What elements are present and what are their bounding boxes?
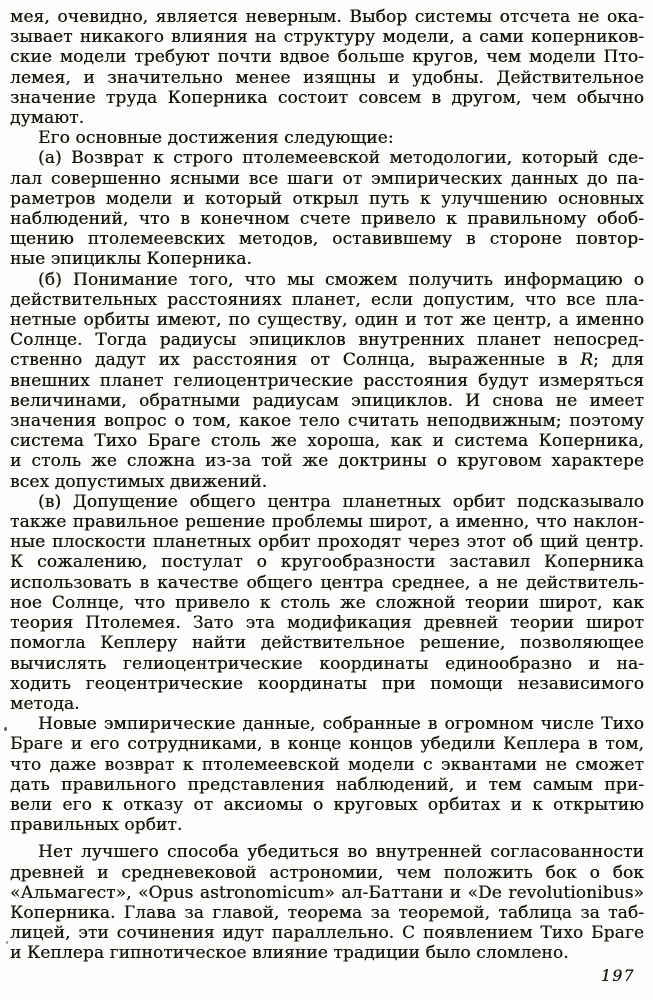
- text-line: зывает никакого влияния на структуру модели, а сами коперников-: [10, 27, 644, 48]
- text-line: вели его к отказу от аксиомы о круговых орбитах и к открытию: [10, 794, 644, 815]
- text-line: ное Солнце, что привело к столь же сложной теории широт, как: [10, 592, 644, 613]
- text-line: значение труда Коперника состоит совсем в другом, чем обычно: [10, 87, 644, 108]
- text-segment: ственно дадут их расстояния от Солнца, выраженные в: [10, 350, 581, 371]
- text-line: ские модели требуют почти вдвое больше кругов, чем модели Пто-: [10, 47, 644, 68]
- text-line: дать правильного представления наблюдений, и тем самым при-: [10, 774, 644, 795]
- text-line: К сожалению, постулат о кругообразности заставил Коперника: [10, 552, 644, 573]
- text-line: действительных расстояниях планет, если допустим, что все пла-: [10, 289, 644, 310]
- scan-speck: [6, 941, 8, 944]
- paragraph: [10, 7, 644, 128]
- text-line: наблюдений, что в конечном счете привело к правильному обоб-: [10, 209, 644, 230]
- text-line: щению птолемеевских методов, оставившему в стороне повтор-: [10, 229, 644, 250]
- text-line: раметров модели и который открыл путь к улучшению основных: [10, 188, 644, 209]
- text-line: древней и средневековой астрономии, чем положить бок о бок: [10, 862, 644, 883]
- math-symbol-R: R: [580, 350, 594, 371]
- text-line: нетные орбиты имеют, по существу, один и тот же центр, а именно: [10, 310, 644, 331]
- text-line: значения вопрос о том, какое тело считать неподвижным; поэтому: [10, 411, 644, 432]
- text-line: «Альмагест», «Opus astronomicum» ал-Баттани и «De revolutionibus»: [10, 882, 644, 903]
- text-line: думают.: [10, 108, 85, 129]
- paragraph: [10, 714, 644, 835]
- paragraph: [10, 492, 644, 714]
- text-segment: ; для: [593, 350, 644, 371]
- paragraph: [10, 128, 644, 148]
- text-line: ные эпициклы Коперника.: [10, 249, 252, 270]
- paragraph: [10, 842, 644, 963]
- text-line: теория Птолемея. Зато эта модификация древней теории широт: [10, 613, 644, 634]
- text-line: (б) Понимание того, что мы сможем получить информацию о: [38, 269, 644, 290]
- paragraph: [10, 148, 644, 269]
- scan-speck: [4, 727, 7, 731]
- text-line: помогла Кеплеру найти действительное решение, позволяющее: [10, 633, 644, 654]
- text-line: вычислять гелиоцентрические координаты единообразно и на-: [10, 653, 644, 674]
- text-line: Коперника. Глава за главой, теорема за теоремой, таблица за таб-: [10, 902, 644, 923]
- text-line: и Кеплера гипнотическое влияние традиции было сломлено.: [10, 943, 569, 964]
- text-line: что даже возврат к птолемеевской модели с эквантами не сможет: [10, 754, 644, 775]
- text-line: внешних планет гелиоцентрические расстояния будут измеряться: [10, 370, 644, 391]
- text-line: Нет лучшего способа убедиться во внутренней согласованности: [38, 842, 644, 863]
- text-line: (в) Допущение общего центра планетных орбит подсказывало: [38, 491, 644, 512]
- text-line: [10, 350, 644, 370]
- text-line: правильных орбит.: [10, 815, 183, 836]
- paragraph: [10, 270, 644, 492]
- text-line: использовать в качестве общего центра среднее, а не действитель-: [10, 572, 644, 593]
- text-line: Солнце. Тогда радиусы эпициклов внутренних планет непосред-: [10, 330, 644, 351]
- text-line: и столь же сложна из-за той же доктрины о круговом характере: [10, 451, 644, 472]
- page-number: 197: [600, 967, 635, 985]
- text-line: также правильное решение проблемы широт, а именно, что наклон-: [10, 512, 644, 533]
- text-line: ные плоскости планетных орбит проходят через этот об щий центр.: [10, 532, 644, 553]
- text-line: система Тихо Браге столь же хороша, как и система Коперника,: [10, 431, 644, 452]
- text-line: лал совершенно ясными все шаги от эмпирических данных до па-: [10, 168, 644, 189]
- text-line: величинами, обратными радиусам эпициклов. И снова не имеет: [10, 390, 644, 411]
- text-line: всех допустимых движений.: [10, 471, 268, 492]
- text-line: мея, очевидно, является неверным. Выбор системы отсчета не ока-: [10, 7, 644, 27]
- text-line: лицей, эти сочинения идут параллельно. С появлением Тихо Браге: [10, 923, 644, 944]
- text-line: Его основные достижения следующие:: [38, 128, 394, 149]
- body-text: [10, 7, 644, 964]
- text-line: метода.: [10, 693, 80, 714]
- text-line: ходить геоцентрические координаты при помощи независимого: [10, 673, 644, 694]
- text-line: Браге и его сотрудниками, в конце концов убедили Кеплера в том,: [10, 734, 644, 755]
- text-line: Новые эмпирические данные, собранные в огромном числе Тихо: [38, 714, 644, 735]
- text-line: лемея, и значительно менее изящны и удобны. Действительное: [10, 67, 644, 88]
- text-line: (а) Возврат к строго птолемеевской методологии, который сде-: [38, 148, 644, 169]
